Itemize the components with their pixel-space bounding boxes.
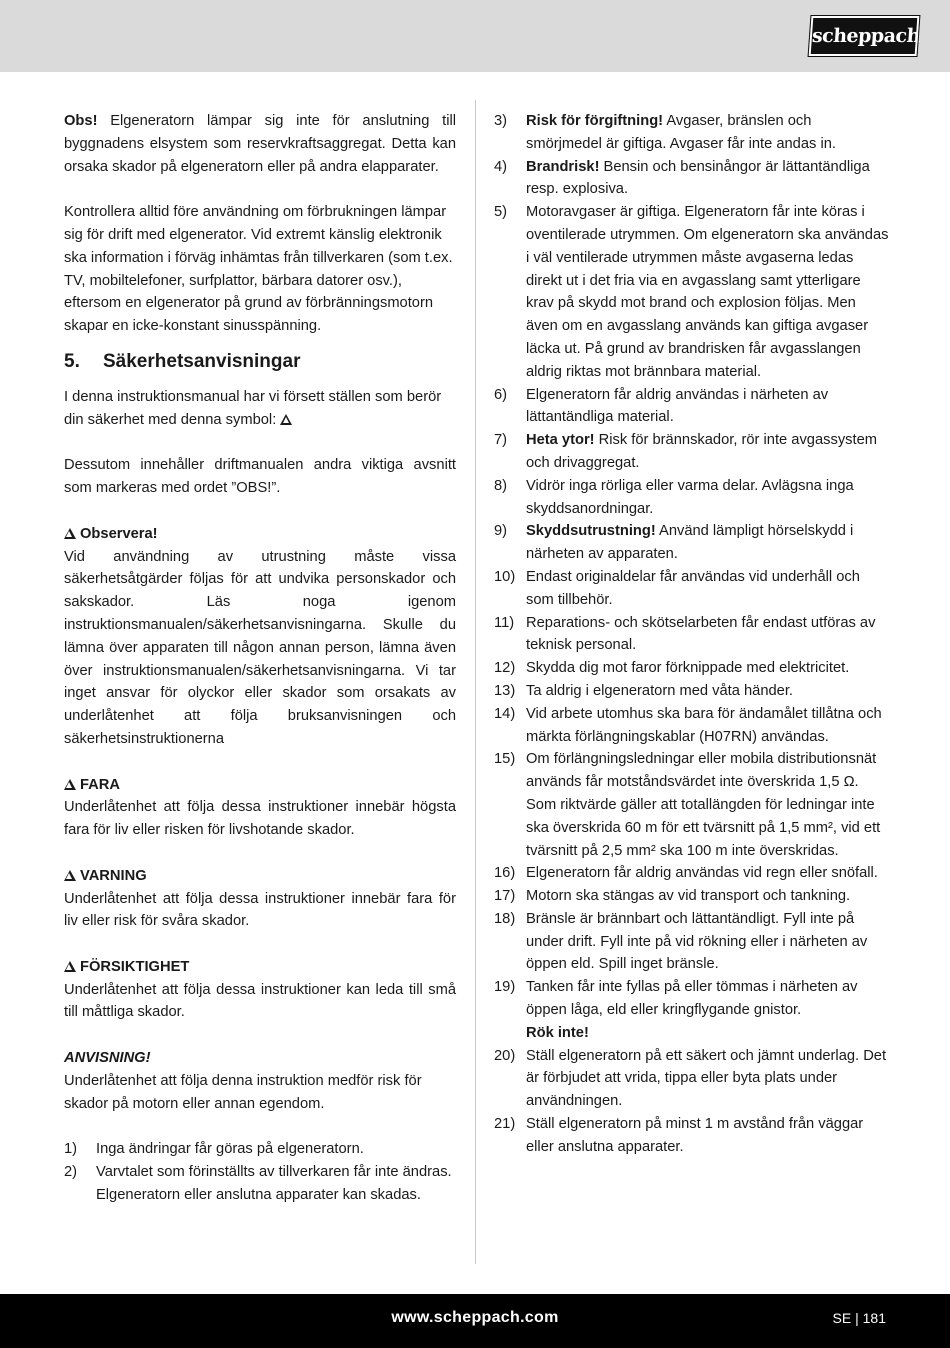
- list-item: [494, 1045, 890, 1113]
- left-column: [64, 110, 456, 1207]
- list-item-content: [526, 612, 890, 658]
- list-item-content: [526, 680, 890, 703]
- list-item-content: [526, 156, 890, 202]
- list-item-number: 14): [494, 705, 516, 722]
- observera-heading: [64, 523, 456, 546]
- brand-logo: scheppach: [809, 16, 920, 56]
- right-column: [494, 110, 890, 1159]
- list-item-content: [526, 1113, 890, 1159]
- varning-label: VARNING: [80, 867, 147, 884]
- left-safety-list: [64, 1138, 456, 1206]
- list-item-content: [526, 110, 890, 156]
- list-item-number: 5): [494, 204, 508, 221]
- list-item-number: 8): [494, 477, 508, 494]
- list-item-content: [526, 566, 890, 612]
- list-item-number: 2): [64, 1164, 78, 1181]
- list-item-content: [526, 976, 890, 1044]
- list-item: [494, 862, 890, 885]
- intro-text: I denna instruktionsmanual har vi försett ställen som berör din säkerhet med denna symbol:: [64, 388, 442, 428]
- list-item-number: 11): [494, 614, 515, 631]
- list-item-number: 16): [494, 865, 516, 882]
- list-item: [494, 885, 890, 908]
- warning-triangle-icon: [64, 779, 76, 790]
- list-item-text: Använd lämpligt hörselskydd i närheten av apparaten.: [526, 523, 854, 563]
- list-item-number: 20): [494, 1047, 516, 1064]
- list-item-number: 10): [494, 568, 516, 585]
- list-item-content: [526, 384, 890, 430]
- list-item: [494, 566, 890, 612]
- list-item-number: 13): [494, 682, 516, 699]
- list-item-text: Vidrör inga rörliga eller varma delar. Avlägsna inga skyddsanordningar.: [526, 477, 854, 517]
- list-item: [494, 1113, 890, 1159]
- list-item: [64, 1161, 456, 1207]
- obs-marked-paragraph: Dessutom innehåller driftmanualen andra viktiga avsnitt som markeras med ordet ”OBS!”.: [64, 457, 456, 497]
- warning-triangle-icon: [64, 528, 76, 539]
- list-item: [494, 908, 890, 976]
- observera-label: Observera!: [80, 525, 158, 542]
- list-item-content: [526, 908, 890, 976]
- forsiktighet-label: FÖRSIKTIGHET: [80, 958, 190, 975]
- warning-triangle-icon: [64, 961, 76, 972]
- warning-triangle-icon: [280, 414, 292, 425]
- warning-triangle-icon: [64, 870, 76, 881]
- anvisning-heading: [64, 1047, 456, 1070]
- right-safety-list: [494, 110, 890, 1159]
- observera-text: Vid användning av utrustning måste vissa säkerhetsåtgärder följas för att undvika personskador och sakskador. Läs noga igenom instruktionsmanualen/säkerhetsanvisningarna. Skulle du lämna över apparaten till någon annan person, lämna även över instruktionsmanualen/säkerhetsanvisningarna. Vi tar inget ansvar för olyckor eller skador som orsakats av underlåtenhet att följa bruksanvisningen och säkerhetsinstruktionerna: [64, 548, 456, 747]
- check-paragraph: Kontrollera alltid före användning om förbrukningen lämpar sig för drift med elgenerator. Vid extremt känslig elektronik ska information i förväg inhämtas från tillverkaren (som t.ex. TV, mobiltelefoner, surfplattor, bärbara datorer osv.), eftersom en elgenerator på grund av förbränningsmotorn skapar en icke-konstant sinusspänning.: [64, 204, 453, 335]
- list-item-text: Ställ elgeneratorn på ett säkert och jämnt underlag. Det är förbjudet att vrida, tippa eller byta plats under användningen.: [526, 1047, 887, 1110]
- list-item: [494, 680, 890, 703]
- section-title: Säkerhetsanvisningar: [103, 350, 301, 372]
- list-item-content: [526, 201, 890, 383]
- list-item-content: [526, 429, 890, 475]
- list-item-content: [526, 862, 890, 885]
- list-item: [494, 748, 890, 862]
- list-item-text: Motoravgaser är giftiga. Elgeneratorn får inte köras i oventilerade utrymmen. Om elgeneratorn ska användas i väl ventilerade utrymmen måste avgaserna ledas direkt ut i det fria via en avgasslang samt ytterligare krav på skydd mot brand och explosion följas. Men även om en avgasslang används kan giftiga avgaser läcka ut. På grund av brandrisken får avgasslangen aldrig riktas mot brännbara material.: [526, 204, 889, 380]
- list-item-content: [526, 520, 890, 566]
- list-item-text: Vid arbete utomhus ska bara för ändamålet tillåtna och märkta förlängningskablar (H07RN) användas.: [526, 705, 882, 745]
- list-item-text: Bränsle är brännbart och lättantändligt. Fyll inte på under drift. Fyll inte på vid rökning eller i närheten av öppen eld. Spill inget bränsle.: [526, 910, 868, 973]
- list-item: [494, 429, 890, 475]
- varning-text: Underlåtenhet att följa dessa instruktioner innebär fara för liv eller risk för svåra skador.: [64, 890, 456, 930]
- list-item-text: Bensin och bensinångor är lättantändliga resp. explosiva.: [526, 158, 870, 198]
- list-item-text: Ta aldrig i elgeneratorn med våta händer.: [526, 682, 793, 699]
- list-item: [494, 110, 890, 156]
- list-item-text: Endast originaldelar får användas vid underhåll och som tillbehör.: [526, 568, 860, 608]
- fara-text: Underlåtenhet att följa dessa instruktioner innebär högsta fara för liv eller risken för livshotande skador.: [64, 799, 456, 839]
- list-item-number: 12): [494, 660, 516, 677]
- list-item-content: [526, 885, 890, 908]
- list-item-extra-bold: Rök inte!: [526, 1024, 589, 1041]
- list-item-content: [526, 475, 890, 521]
- section-heading: [64, 350, 456, 374]
- list-item-bold: Risk för förgiftning!: [526, 113, 664, 129]
- footer-url[interactable]: www.scheppach.com: [391, 1309, 559, 1326]
- list-item-number: 9): [494, 523, 508, 540]
- list-item-text: Skydda dig mot faror förknippade med elektricitet.: [526, 660, 850, 677]
- varning-heading: [64, 865, 456, 888]
- fara-heading: [64, 774, 456, 797]
- list-item-number: 17): [494, 888, 516, 905]
- list-item-text: Om förlängningsledningar eller mobila distributionsnät används får motståndsvärdet inte överskrida 1,5 Ω. Som riktvärde gäller att totallängden för ledningar inte ska överskrida 60 m för ett tvärsnitt på 1,5 mm², vid ett tvärsnitt på 2,5 mm² ska 100 m inte överskridas.: [526, 751, 881, 859]
- list-item-text: Elgeneratorn får aldrig användas i närheten av lättantändliga material.: [526, 386, 829, 426]
- list-item: [494, 657, 890, 680]
- list-item-number: 19): [494, 979, 516, 996]
- list-item-text: Risk för brännskador, rör inte avgassystem och drivaggregat.: [526, 432, 878, 471]
- intro-paragraph: [64, 386, 456, 432]
- list-item: [64, 1138, 456, 1161]
- list-item-text: Avgaser, bränslen och smörjmedel är giftiga. Avgaser får inte andas in.: [526, 113, 836, 152]
- list-item: [494, 475, 890, 521]
- list-item: [494, 976, 890, 1044]
- list-item-bold: Heta ytor!: [526, 432, 595, 449]
- list-item: [494, 384, 890, 430]
- fara-label: FARA: [80, 776, 120, 793]
- obs-text: Elgeneratorn lämpar sig inte för anslutning till byggnadens elsystem som reservkraftsaggregat. Detta kan orsaka skador på elgeneratorn eller på andra elapparater.: [64, 113, 456, 175]
- footer-bar: [0, 1294, 950, 1348]
- list-item-text: Inga ändringar får göras på elgeneratorn.: [96, 1141, 364, 1158]
- list-item-number: 6): [494, 386, 508, 403]
- list-item: [494, 201, 890, 383]
- list-item-content: [526, 657, 890, 680]
- list-item-bold: Skyddsutrustning!: [526, 523, 656, 540]
- list-item-number: 15): [494, 751, 516, 768]
- page-number: SE | 181: [832, 1310, 886, 1326]
- anvisning-label: ANVISNING!: [64, 1050, 151, 1067]
- list-item-number: 7): [494, 432, 508, 449]
- list-item-text: Varvtalet som förinställts av tillverkaren får inte ändras. Elgeneratorn eller anslutna apparater kan skadas.: [96, 1164, 452, 1203]
- list-item-text: Motorn ska stängas av vid transport och tankning.: [526, 888, 851, 905]
- header-bar: [0, 0, 950, 72]
- list-item-content: [526, 1045, 890, 1113]
- list-item-bold: Brandrisk!: [526, 158, 600, 175]
- forsiktighet-heading: [64, 956, 456, 979]
- list-item-text: Elgeneratorn får aldrig användas vid regn eller snöfall.: [526, 865, 878, 882]
- list-item-text: Reparations- och skötselarbeten får endast utföras av teknisk personal.: [526, 614, 876, 654]
- list-item: [494, 520, 890, 566]
- list-item-text: Tanken får inte fyllas på eller tömmas i närheten av öppen låga, eld eller kringflygande gnistor.: [526, 979, 858, 1019]
- section-number: 5.: [64, 350, 80, 372]
- forsiktighet-text: Underlåtenhet att följa dessa instruktioner kan leda till små till måttliga skador.: [64, 981, 456, 1021]
- list-item-number: 21): [494, 1116, 516, 1133]
- obs-label: Obs!: [64, 113, 98, 129]
- list-item-content: [526, 748, 890, 862]
- list-item-number: 18): [494, 910, 516, 927]
- list-item-text: Ställ elgeneratorn på minst 1 m avstånd från väggar eller anslutna apparater.: [526, 1116, 864, 1155]
- anvisning-text: Underlåtenhet att följa denna instruktion medför risk för skador på motorn eller annan egendom.: [64, 1072, 422, 1112]
- obs-paragraph: [64, 110, 456, 178]
- list-item: [494, 156, 890, 202]
- list-item-number: 3): [494, 113, 508, 129]
- list-item-content: [526, 703, 890, 749]
- list-item-number: 1): [64, 1141, 78, 1158]
- list-item-number: 4): [494, 158, 508, 175]
- list-item: [494, 612, 890, 658]
- column-divider: [475, 100, 476, 1264]
- list-item: [494, 703, 890, 749]
